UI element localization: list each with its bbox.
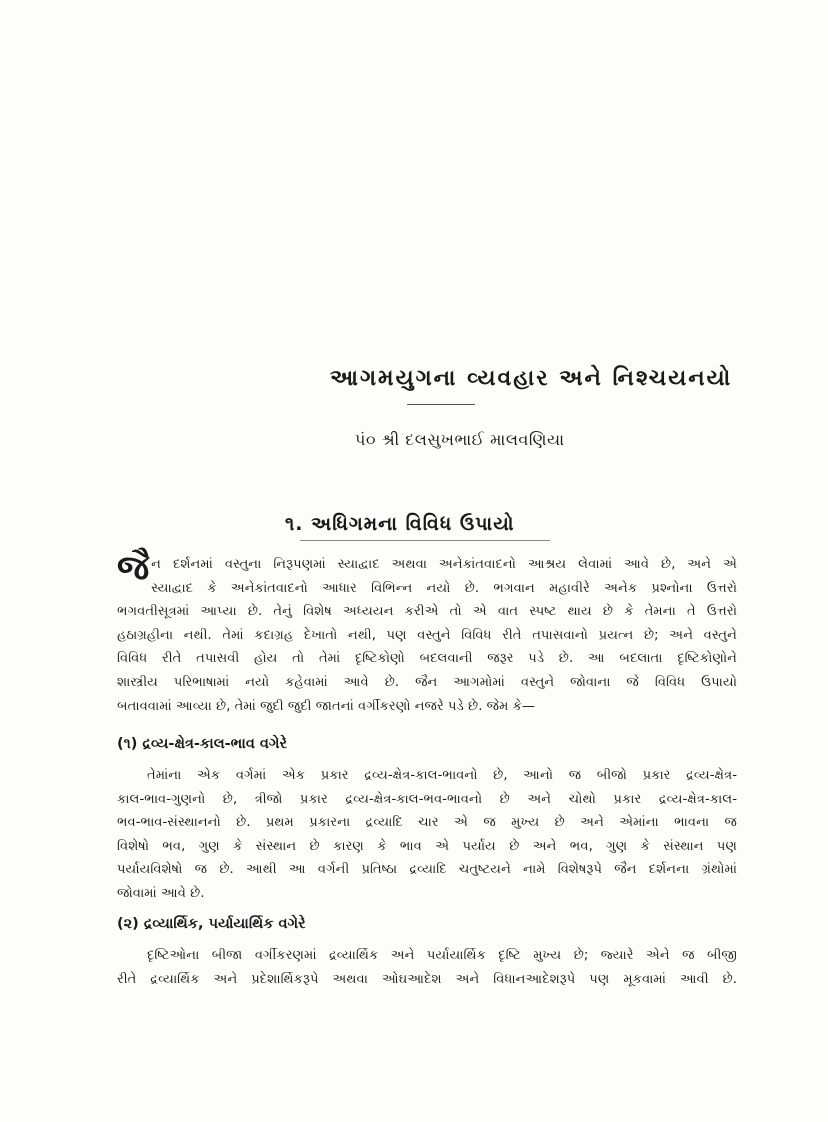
text-line: સ્યાદ્વાદ કે અનેકાંતવાદનો આધાર વિભિન્ન નયો છે. ભગવાન મહાવીરે અનેક પ્રશ્નોના ઉત્તરો bbox=[151, 580, 737, 596]
subsection-heading-2: (૨) દ્રવ્યાર્થિક, પર્યાયાર્થિક વગેરે bbox=[117, 916, 306, 932]
text-line: ન દર્શનમાં વસ્તુના નિરૂપણમાં સ્યાદ્વાદ અથવા અનેકાંતવાદનો આશ્રય લેવામાં આવે છે, અને એ bbox=[151, 557, 737, 572]
text-line: વિશેષો ભવ, ગુણ કે સંસ્થાન છે કારણ કે ભાવ એ પર્યાય છે અને ભવ, ગુણ કે સંસ્થાન પણ bbox=[117, 838, 737, 854]
text-line: જોવામાં આવે છે. bbox=[117, 885, 205, 901]
text-line: દૃષ્ટિઓના બીજા વર્ગીકરણમાં દ્રવ્યાર્થિક અને પર્યાયાર્થિક દૃષ્ટિ મુખ્ય છે; જ્યારે એને જ બીજી bbox=[147, 948, 737, 963]
text-line: કાલ-ભાવ-ગુણનો છે, ત્રીજો પ્રકાર દ્રવ્ય-ક્ષેત્ર-કાલ-ભવ-ભાવનો છે અને ચોથો પ્રકાર દ્રવ્ય-ક્ષેત્ર-કાલ- bbox=[117, 791, 737, 807]
text-line: રીતે દ્રવ્યાર્થિક અને પ્રદેશાર્થિકરૂપે અથવા ઓઘઆદેશ અને વિધાનઆદેશરૂપે પણ મૂકવામાં આવી છે. bbox=[117, 971, 737, 987]
text-line: ભવ-ભાવ-સંસ્થાનનો છે. પ્રથમ પ્રકારના દ્રવ્યાદિ ચાર એ જ મુખ્ય છે અને એમાંના ભાવના જ bbox=[117, 815, 737, 831]
text-line: ભગવતીસૂત્રમાં આપ્યા છે. તેનું વિશેષ અધ્યયન કરીએ તો એ વાત સ્પષ્ટ થાય છે કે તેમના તે ઉત્તરો bbox=[117, 604, 737, 620]
section-divider bbox=[300, 540, 550, 541]
text-line: પર્યાયવિશેષો જ છે. આથી આ વર્ગની પ્રતિષ્ઠા દ્રવ્યાદિ ચતુષ્ટયને નામે વિશેષરૂપે જૈન દર્શનના ગ્રંથોમાં bbox=[117, 862, 737, 878]
paragraph-intro bbox=[117, 548, 737, 718]
article-title: આગમયુગના વ્યવહાર અને નિશ્ચયનયો bbox=[330, 366, 733, 391]
subsection-heading-1: (૧) દ્રવ્ય-ક્ષેત્ર-કાલ-ભાવ વગેરે bbox=[117, 736, 288, 752]
paragraph-subsection-1 bbox=[117, 764, 737, 906]
drop-cap: જૈ bbox=[117, 548, 150, 588]
text-line: હઠાગ્રહીના નથી. તેમાં કદાગ્રહ દેખાતો નથી, પણ વસ્તુને વિવિધ રીતે તપાસવાનો પ્રયત્ન છે; અને વસ્તુને bbox=[117, 627, 737, 643]
text-line: તેમાંના એક વર્ગમાં એક પ્રકાર દ્રવ્ય-ક્ષેત્ર-કાલ-ભાવનો છે, આનો જ બીજો પ્રકાર દ્રવ્ય-ક્ષેત્ર- bbox=[147, 768, 737, 783]
text-line: શાસ્ત્રીય પરિભાષામાં નયો કહેવામાં આવે છે. જૈન આગમોમાં વસ્તુને જોવાના જે વિવિધ ઉપાયો bbox=[117, 674, 737, 690]
text-line: વિવિધ રીતે તપાસવી હોય તો તેમાં દૃષ્ટિકોણો બદલવાની જરૂર પડે છે. આ બદલાતા દૃષ્ટિકોણોને bbox=[117, 651, 737, 667]
section-heading: ૧. અધિગમના વિવિધ ઉપાયો bbox=[285, 513, 515, 535]
author-byline: પં૦ શ્રી દલસુખભાઈ માલવણિયા bbox=[355, 430, 565, 449]
title-divider bbox=[407, 404, 475, 405]
text-line: બતાવવામાં આવ્યા છે, તેમાં જુદી જુદી જાતનાં વર્ગીકરણો નજરે પડે છે. જેમ કે— bbox=[117, 698, 536, 714]
paragraph-subsection-2 bbox=[117, 944, 737, 991]
